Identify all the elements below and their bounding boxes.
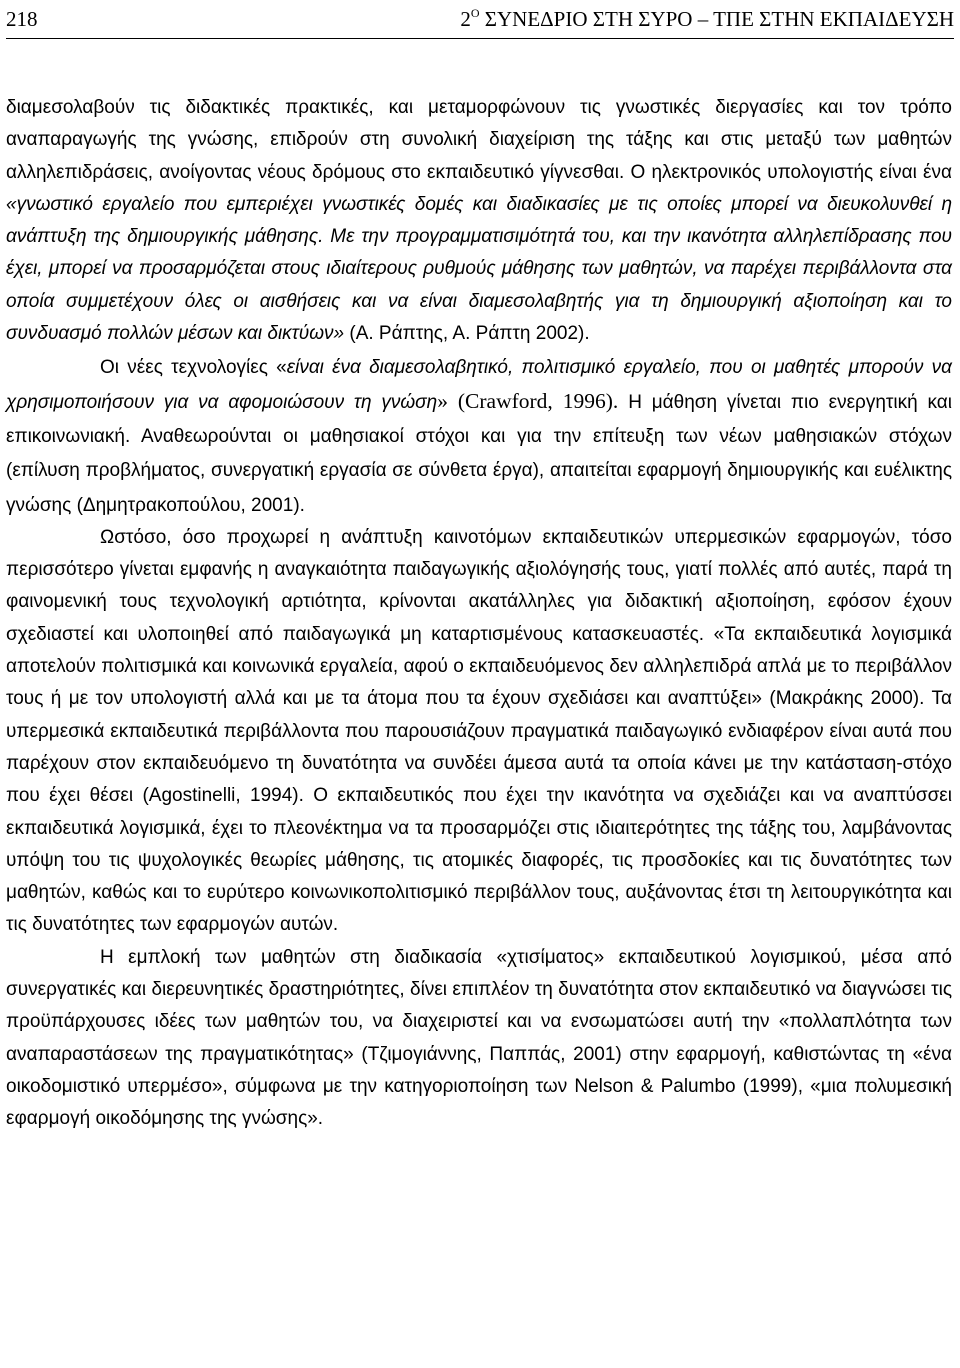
paragraph-1 [6,92,952,350]
paragraph-3: Ωστόσο, όσο προχωρεί η ανάπτυξη καινοτόμων εκπαιδευτικών υπερμεσικών εφαρμογών, τόσο περισσότερο γίνεται εμφανής η αναγκαιότητα παιδαγωγικής αξιολόγησής τους, γιατί πολλές από αυτές, παρά τη φαινομενική τους τεχνολογική αρτιότητα, κρίνονται ακατάλληλες για διδακτική αξιοποίηση, εφόσον έχουν σχεδιαστεί και υλοποιηθεί από παιδαγωγικά μη καταρτισμένους κατασκευαστές. «Τα εκπαιδευτικά λογισμικά αποτελούν πολιτισμικά και κοινωνικά εργαλεία, αφού ο εκπαιδευόμενος δεν αλληλεπιδρά απλά με το περιβάλλον τους ή με τον υπολογιστή αλλά και με τα άτομα που τα έχουν σχεδιάσει και αναπτύξει» (Μακράκης 2000). Τα υπερμεσικά εκπαιδευτικά περιβάλλοντα που παρουσιάζουν πραγματικά παιδαγωγικό ενδιαφέρον είναι αυτά που παρέχουν στον εκπαιδευόμενο τη δυνατότητα να συνδέει άμεσα αυτά τα οποία κάνει με την κατάσταση-στόχο που έχει θέσει (Agostinelli, 1994). Ο εκπαιδευτικός που έχει την ικανότητα να σχεδιάζει και να αναπτύσσει εκπαιδευτικά λογισμικά, έχει το πλεονέκτημα να τα προσαρμόζει στις ιδιαιτερότητες της τάξης του, λαμβάνοντας υπόψη του τις ψυχολογικές θεωρίες μάθησης, τις ατομικές διαφορές, τις προσδοκίες και τις δυνατότητες των μαθητών, καθώς και το ευρύτερο κοινωνικοπολιτισμικό περιβάλλον τους, αυξάνοντας έτσι τη λειτουργικότητα και τις δυνατότητες των εφαρμογών αυτών. [6,526,952,936]
running-title-text: ΣΥΝΕΔΡΙΟ ΣΤΗ ΣΥΡΟ – ΤΠΕ ΣΤΗΝ ΕΚΠΑΙΔΕΥΣΗ [479,7,954,31]
paragraph-2-citation: » (Crawford, 1996). [437,388,629,413]
page-header [6,4,954,39]
running-title [460,4,954,34]
paragraph-1-quote: «γνωστικό εργαλείο που εμπεριέχει γνωστικές δομές και διαδικασίες με τις οποίες μπορεί να διευκολυνθεί η ανάπτυξη της δημιουργικής μάθησης. Με την προγραμματισιμότητά του, και την ικανότητα αλληλεπίδρασης που έχει, μπορεί να προσαρμόζεται στους ιδιαίτερους ρυθμούς μάθησης των μαθητών, να παρέχει περιβάλλοντα στα οποία συμμετέχουν όλες οι αισθήσεις και να είναι διαμεσολαβητής για τη δημιουργική αξιοποίηση και το συνδυασμό πολλών μέσων και δικτύων» [6,193,952,345]
page-number: 218 [6,7,38,31]
running-title-prefix: 2 [460,7,471,31]
paragraph-2-text: Η μάθηση γίνεται πιο ενεργητική και επικοινωνιακή. Αναθεωρούνται οι μαθησιακοί στόχοι και για την επίτευξη των νέων μαθησιακών στόχων (επίλυση προβλήματος, συνεργατική εργασία σε σύνθετα έργα), απαιτείται εφαρμογή δημιουργικής και ευέλικτης γνώσης (Δημητρακοπούλου, 2001). [6,391,953,516]
paragraph-1-citation: (Α. Ράπτης, Α. Ράπτη 2002). [344,323,590,345]
document-body [6,92,952,1136]
paragraph-1-text: διαμεσολαβούν τις διδακτικές πρακτικές, και μεταμορφώνουν τις γνωστικές διεργασίες και τον τρόπο αναπαραγωγής της γνώσης, επιδρούν στη συνολική διαχείριση της τάξης και στις μεταξύ των μαθητών αλληλεπιδράσεις, ανοίγοντας νέους δρόμους στο εκπαιδευτικό γίγνεσθαι. Ο ηλεκτρονικός υπολογιστής είναι ένα [6,97,952,183]
paragraph-4: Η εμπλοκή των μαθητών στη διαδικασία «χτισίματος» εκπαιδευτικού λογισμικού, μέσα από συνεργατικές και διερευνητικές δραστηριότητες, δίνει επιπλέον τη δυνατότητα στον εκπαιδευτικό να διαγνώσει τις προϋπάρχουσες ιδέες των μαθητών του, να διαχειριστεί και να ενσωματώσει αυτή την «πολλαπλότητα των αναπαραστάσεων της πραγματικότητας» (Τζιμογιάννης, Παππάς, 2001) στην εφαρμογή, καθιστώντας τη «ένα οικοδομιστικό υπερμέσο», σύμφωνα με την κατηγοριοποίηση των Nelson & Palumbo (1999), «μια πολυμεσική εφαρμογή οικοδόμησης της γνώσης». [6,946,952,1130]
running-title-superscript: Ο [470,6,480,20]
paragraph-2 [6,350,952,521]
paragraph-2-lead: Οι νέες τεχνολογίες « [100,357,287,379]
paragraph-2-quote: είναι ένα διαμεσολαβητικό, πολιτισμικό εργαλείο, που οι μαθητές μπορούν να χρησιμοποιήσουν για να αφομοιώσουν τη γνώση [6,357,952,413]
